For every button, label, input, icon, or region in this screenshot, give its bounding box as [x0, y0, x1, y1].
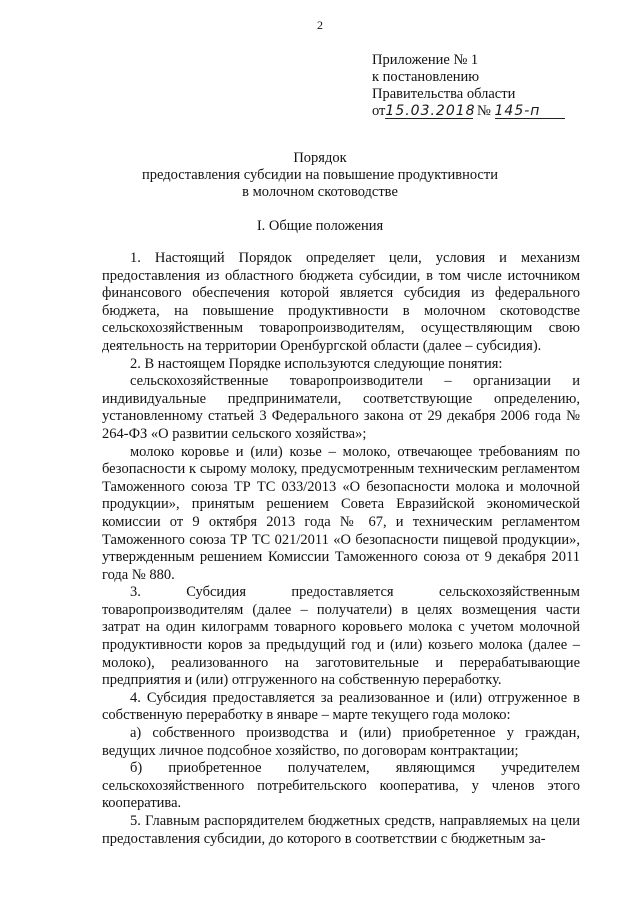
paragraph-2: 2. В настоящем Порядке используются следующие понятия:: [130, 355, 503, 372]
appendix-line-2: к постановлению: [372, 69, 480, 85]
appendix-line-1: Приложение № 1: [372, 52, 479, 68]
document-title-line-2: предоставления субсидии на повышение продуктивности: [142, 167, 498, 183]
handwritten-date: 15.03.2018: [385, 103, 476, 119]
page-number: 2: [317, 18, 323, 32]
paragraph-1: 1. Настоящий Порядок определяет цели, условия и механизм предоставления из областного бюджета субсидии, в том числе источником финансового обеспечения которой является субсидия из федерального бюджета, на повышение продуктивности в молочном скотоводстве сельскохозяйственным товаропроизводителям, осуществляющим свою деятельность на территории Оренбургской области (далее – субсидия).: [102, 250, 580, 354]
paragraph-3: 3. Субсидия предоставляется сельскохозяйственным товаропроизводителям (далее – получатели) в целях возмещения части затрат на один килограмм товарного коровьего молока с учетом молочной продуктивности коров за предыдущий год и (или) козьего молока (далее – молоко), реализованного на заготовительные и перерабатывающие предприятия и (или) отгруженного на собственную переработку.: [102, 584, 580, 689]
appendix-date-line: [372, 103, 612, 120]
handwritten-number: 145-п: [495, 104, 565, 119]
paragraph-definition-milk: молоко коровье и (или) козье – молоко, отвечающее требованиям по безопасности к сырому молоку, предусмотренным техническим регламентом Таможенного союза ТР ТС 033/2013 «О безопасности молока и молочной продукции», принятым решением Совета Евразийской экономической комиссии от 9 октября 2013 года № 67, и техническим регламентом Таможенного союза ТР ТС 021/2011 «О безопасности пищевой продукции», утвержденным решением Комиссии Таможенного союза от 9 декабря 2011 года № 880.: [102, 443, 580, 583]
paragraph-4: 4. Субсидия предоставляется за реализованное и (или) отгруженное в собственную переработку в январе – марте текущего года молоко:: [102, 689, 580, 724]
section-heading: I. Общие положения: [256, 218, 384, 234]
appendix-number-sign: №: [477, 103, 491, 119]
document-title-line-1: Порядок: [293, 150, 347, 166]
appendix-prefix-ot: от: [372, 103, 386, 119]
appendix-block: [372, 52, 612, 120]
paragraph-4b: б) приобретенное получателем, являющимся учредителем сельскохозяйственного потребительского кооператива, у членов этого кооператива.: [102, 760, 580, 812]
paragraph-definition-producers: сельскохозяйственные товаропроизводители – организации и индивидуальные предприниматели, соответствующие определению, установленному статьей 3 Федерального закона от 29 декабря 2006 года № 264-ФЗ «О развитии сельского хозяйства»;: [102, 373, 580, 442]
paragraph-5: 5. Главным распорядителем бюджетных средств, направляемых на цели предоставления субсидии, до которого в соответствии с бюджетным за-: [102, 813, 580, 847]
document-title-line-3: в молочном скотоводстве: [242, 184, 398, 200]
paragraph-4a: а) собственного производства и (или) приобретенное у граждан, ведущих личное подсобное хозяйство, по договорам контрактации;: [102, 725, 580, 759]
document-body: [102, 250, 580, 848]
appendix-line-3: Правительства области: [372, 86, 516, 102]
